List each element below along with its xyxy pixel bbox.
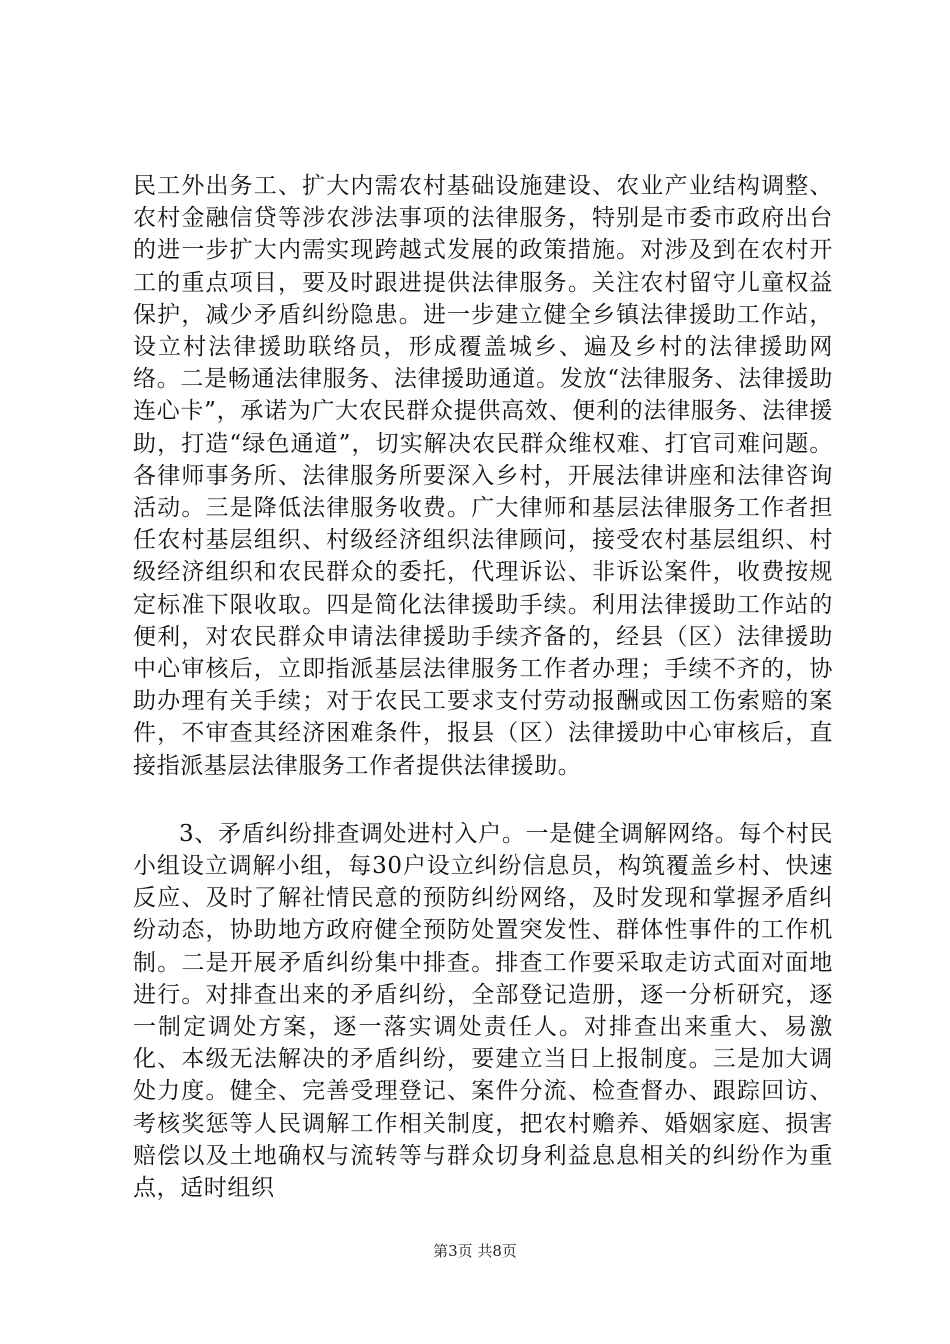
paragraph-legal-services: 民工外出务工、扩大内需农村基础设施建设、农业产业结构调整、农村金融信贷等涉农涉法事项的法律服务，特别是市委市政府出台的进一步扩大内需实现跨越式发展的政策措施。对涉及到在农村开工的重点项目，要及时跟进提供法律服务。关注农村留守儿童权益保护，减少矛盾纠纷隐患。进一步建立健全乡镇法律援助工作站，设立村法律援助联络员，形成覆盖城乡、遍及乡村的法律援助网络。二是畅通法律服务、法律援助通道。发放“法律服务、法律援助连心卡”，承诺为广大农民群众提供高效、便利的法律服务、法律援助，打造“绿色通道”，切实解决农民群众维权难、打官司难问题。各律师事务所、法律服务所要深入乡村，开展法律讲座和法律咨询活动。三是降低法律服务收费。广大律师和基层法律服务工作者担任农村基层组织、村级经济组织法律顾问，接受农村基层组织、村级经济组织和农民群众的委托，代理诉讼、非诉讼案件，收费按规定标准下限收取。四是简化法律援助手续。利用法律援助工作站的便利，对农民群众申请法律援助手续齐备的，经县（区）法律援助中心审核后，立即指派基层法律服务工作者办理；手续不齐的，协助办理有关手续；对于农民工要求支付劳动报酬或因工伤索赔的案件，不审查其经济困难条件，报县（区）法律援助中心审核后，直接指派基层法律服务工作者提供法律援助。	[133, 173, 833, 779]
page-number-label: 第3页 共8页	[433, 1242, 517, 1260]
document-body	[133, 170, 833, 1204]
page-footer	[0, 1241, 950, 1261]
paragraph-dispute-resolution: 3、矛盾纠纷排查调处进村入户。一是健全调解网络。每个村民小组设立调解小组，每30户设立纠纷信息员，构筑覆盖乡村、快速反应、及时了解社情民意的预防纠纷网络，及时发现和掌握矛盾纠纷动态，协助地方政府健全预防处置突发性、群体性事件的工作机制。二是开展矛盾纠纷集中排查。排查工作要采取走访式面对面地进行。对排查出来的矛盾纠纷，全部登记造册，逐一分析研究，逐一制定调处方案，逐一落实调处责任人。对排查出来重大、易激化、本级无法解决的矛盾纠纷，要建立当日上报制度。三是加大调处力度。健全、完善受理登记、案件分流、检查督办、跟踪回访、考核奖惩等人民调解工作相关制度，把农村赡养、婚姻家庭、损害赔偿以及土地确权与流转等与群众切身利益息息相关的纠纷作为重点，适时组织	[133, 820, 833, 1202]
